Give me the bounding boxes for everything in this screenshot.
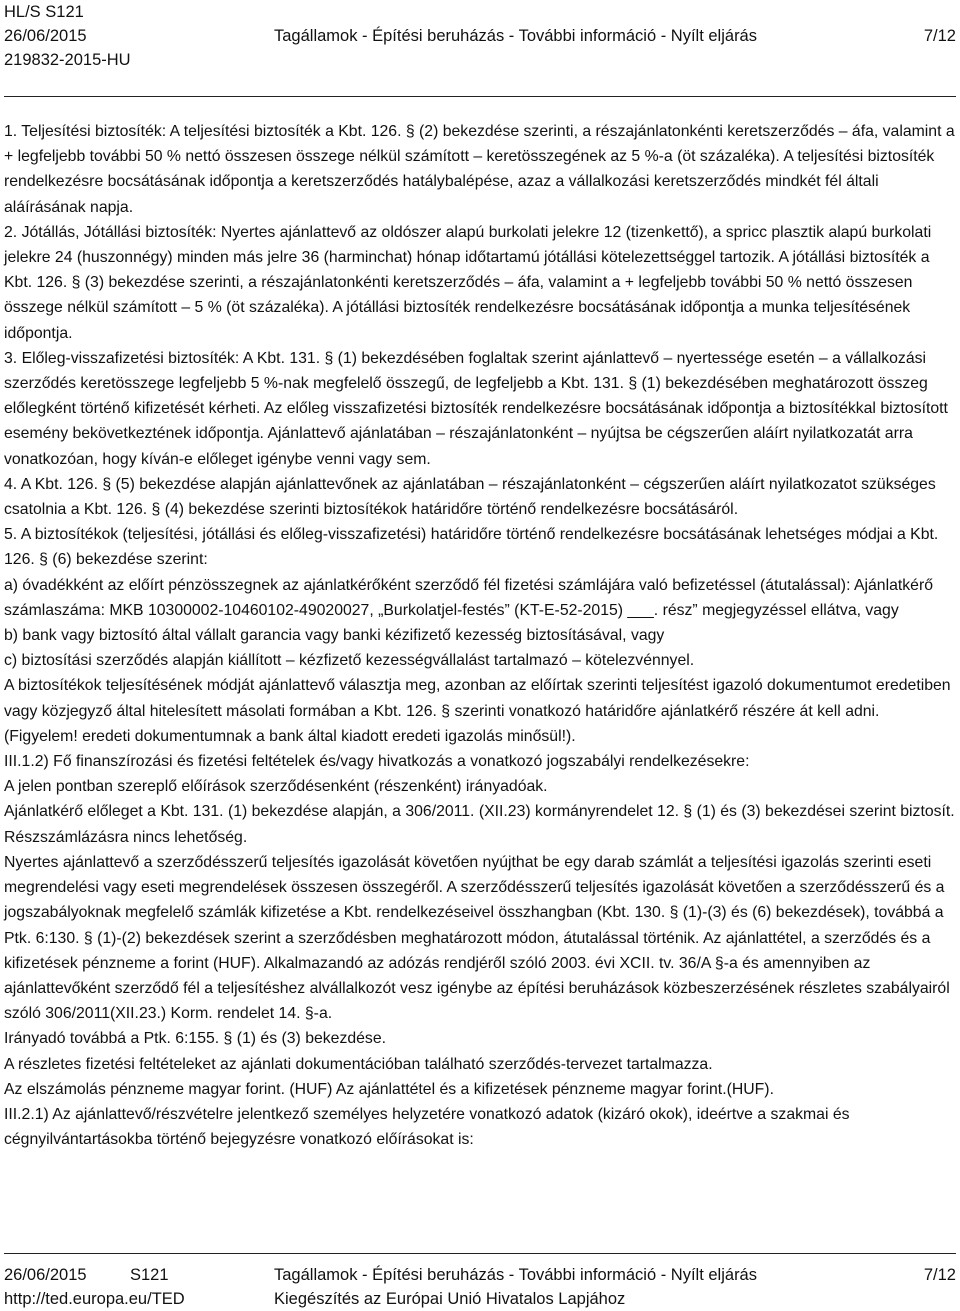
footer-ref: S121 [130,1266,169,1284]
paragraph-advance-repayment: 3. Előleg-visszafizetési biztosíték: A Kbt. 131. § (1) bekezdésében foglaltak szerint ajánlattevő – nyertessége esetén – a vállalkozási szerződés keretösszege legfeljebb 5 %-nak megfelelő összegű, de legfeljebb a Kbt. 131. § (1) bekezdésében meghatározott összeg előlegként történő kifizetését kérheti. Az előleg visszafizetési biztosíték rendelkezésre bocsátásának időpontja a biztosítékkal biztosított esemény bekövetkeztének időpontja. Ajánlattevő ajánlatában – részajánlatonként – nyújtsa be cégszerűen aláírt nyilatkozatát arra vonatkozóan, hogy kíván-e előleget igénybe venni vagy sem. [4,349,948,468]
header-row-ref [4,0,956,24]
paragraph-warranty: 2. Jótállás, Jótállási biztosíték: Nyertes ajánlattevő az oldószer alapú burkolati jelekre 12 (tizenkettő), a spricc plasztik alapú burkolati jelekre 24 (huszonnégy) minden más jelre 36 (harminchat) hónap időtartamú jótállási kötelezettséggel tartozik. A jótállási biztosíték a Kbt. 126. § (3) bekezdése szerinti, a részajánlatonkénti keretszerződés – áfa, valamint a + legfeljebb további 50 % nettó összesen összege nélkül számított – 5 % (öt százaléka). A jótállási biztosíték rendelkezésre bocsátásának időpontja a munka teljesítésének időpontja. [4,223,932,342]
header-ref: HL/S S121 [4,3,84,21]
footer-url[interactable]: http://ted.europa.eu/TED [4,1290,185,1308]
paragraph-ptk: Irányadó továbbá a Ptk. 6:155. § (1) és (3) bekezdése. [4,1030,386,1048]
paragraph-method-a: a) óvadékként az előírt pénzösszegnek az ajánlatkérőként szerződő fél fizetési számlájára való befizetéssel (átutalással): Ajánlatkérő számlaszáma: MKB 10300002-10460102-49020027, „Burkolatjel-festés” (KT-E-52-2015) ___. rész” megjegyzéssel ellátva, vagy [4,576,934,619]
paragraph-guarantee-methods: 5. A biztosítékok (teljesítési, jótállási és előleg-visszafizetési) határidőre történő rendelkezésre bocsátásának lehetséges módjai a Kbt. 126. § (6) bekezdése szerint: [4,526,939,569]
paragraph-declaration: 4. A Kbt. 126. § (5) bekezdése alapján ajánlattevőnek az ajánlatában – részajánlatonként – cégszerűen aláírt nyilatkozatot szükséges csatolnia a Kbt. 126. § (4) bekezdése szerinti biztosítékok határidőre történő rendelkezésre bocsátásáról. [4,475,936,519]
paragraph-currency: Az elszámolás pénzneme magyar forint. (HUF) Az ajánlattétel és a kifizetések pénzneme magyar forint.(HUF). [4,1080,774,1098]
header-title: Tagállamok - Építési beruházás - További információ - Nyílt eljárás [274,27,757,45]
footer-date: 26/06/2015 [4,1266,87,1284]
document-body [4,119,956,1152]
section-heading-iii-2-1: III.2.1) Az ajánlattevő/részvételre jelentkező személyes helyzetére vonatkozó adatok (kizáró okok), ideértve a szakmai és cégnyilvántartásokba történő bejegyzésre vonatkozó előírásokat is: [4,1105,850,1149]
footer-divider [4,1253,956,1254]
header-row-title [4,24,956,48]
header-doc-id: 219832-2015-HU [4,51,131,69]
section-heading-iii-1-2: III.1.2) Fő finanszírozási és fizetési feltételek és/vagy hivatkozás a vonatkozó jogszabályi rendelkezésekre: [4,753,750,771]
header-page-number: 7/12 [923,27,956,45]
footer-date-ref [4,1263,274,1287]
footer-row-source [4,1287,956,1311]
page-footer [4,1263,956,1311]
paragraph-guarantee-choice: A biztosítékok teljesítésének módját ajánlattevő választja meg, azonban az előírtak szerinti teljesítést igazoló dokumentumot eredetiben vagy közjegyző által hitelesített másolati formában a Kbt. 126. § szerinti vonatkozó határidőre ajánlatkérő részére át kell adni. (Figyelem! eredeti dokumentumnak a bank által kiadott eredeti igazolás minősül!). [4,677,951,745]
paragraph-applicability: A jelen pontban szereplő előírások szerződésenként (részenként) irányadóak. [4,778,548,796]
footer-page-number: 7/12 [923,1266,956,1284]
header-date: 26/06/2015 [4,27,87,45]
paragraph-payment-terms: A részletes fizetési feltételeket az ajánlati dokumentációban található szerződés-tervezet tartalmazza. [4,1055,713,1073]
paragraph-advance-payment: Ajánlatkérő előleget a Kbt. 131. (1) bekezdése alapján, a 306/2011. (XII.23) kormányrendelet 12. § (1) és (3) bekezdései szerint biztosít. Részszámlázásra nincs lehetőség. [4,803,955,846]
paragraph-method-c: c) biztosítási szerződés alapján kiállított – kézfizető kezességvállalást tartalmazó – kötelezvénnyel. [4,652,695,670]
header-divider [4,96,956,97]
header-row-docid [4,48,956,72]
paragraph-invoicing: Nyertes ajánlattevő a szerződésszerű teljesítés igazolását követően nyújthat be egy darab számlát a teljesítési igazolás szerinti eseti megrendelési vagy eseti megrendelések összesen összegéről. A szerződésszerű teljesítés igazolását követően a szerződésszerű és a jogszabályoknak megfelelő számlák kifizetése a Kbt. rendelkezéseivel összhangban (Kbt. 130. § (1)-(3) és (6) bekezdések), továbbá a Ptk. 6:130. § (1)-(2) bekezdések szerint a szerződésben meghatározott módon, átutalással történik. Az ajánlattétel, a szerződés és a kifizetések pénzneme a forint (HUF). Alkalmazandó az adózás rendjéről szóló 2003. évi XCII. tv. 36/A §-a és amennyiben az ajánlattevőként szerződő fél a teljesítéshez alvállalkozót vesz igénybe az építési beruházások közbeszerzésének részletes szabályairól szóló 306/2011(XII.23.) Korm. rendelet 14. §-a. [4,853,950,1023]
footer-publisher: Kiegészítés az Európai Unió Hivatalos Lapjához [274,1290,626,1308]
footer-title: Tagállamok - Építési beruházás - További információ - Nyílt eljárás [274,1266,757,1284]
page-header [4,0,956,72]
footer-row-title [4,1263,956,1287]
paragraph-method-b: b) bank vagy biztosító által vállalt garancia vagy banki kézifizető kezesség biztosításával, vagy [4,627,665,645]
paragraph-performance-guarantee: 1. Teljesítési biztosíték: A teljesítési biztosíték a Kbt. 126. § (2) bekezdése szerinti, a részajánlatonkénti keretszerződés – áfa, valamint a + legfeljebb további 50 % nettó összesen összege nélkül számított – keretösszegének az 5 %-a (öt százaléka). A teljesítési biztosíték rendelkezésre bocsátásának időpontja a keretszerződés hatálybalépése, azaz a vállalkozási keretszerződés mindkét fél általi aláírásának napja. [4,123,955,216]
